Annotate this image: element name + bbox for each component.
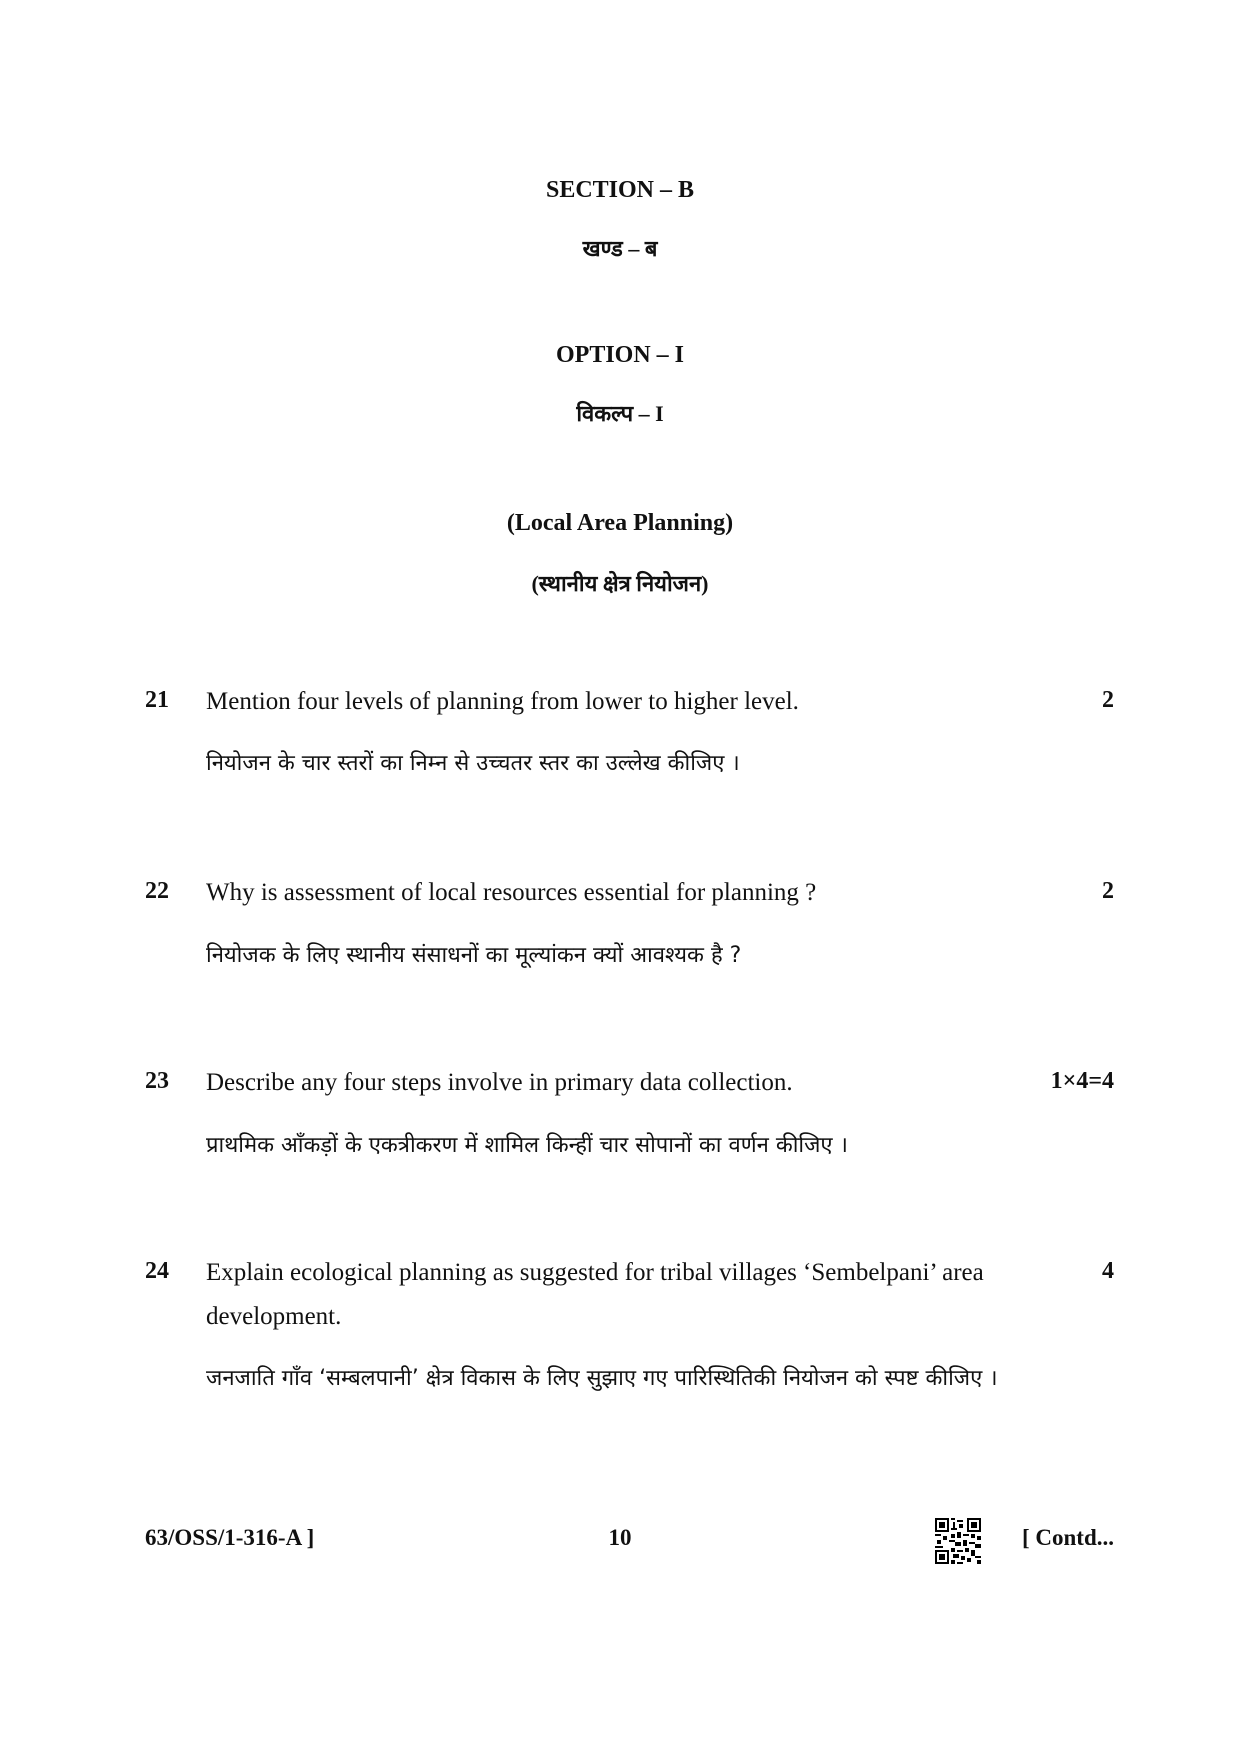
question-text-hindi: नियोजक के लिए स्थानीय संसाधनों का मूल्यांकन क्यों आवश्यक है ? [206, 943, 742, 968]
question-text-hindi: जनजाति गाँव ‘सम्बलपानी’ क्षेत्र विकास के लिए सुझाए गए पारिस्थितिकी नियोजन को स्पष्ट कीजिए । [206, 1366, 998, 1391]
page-number: 10 [608, 1525, 632, 1550]
question-text-hindi: प्राथमिक आँकड़ों के एकत्रीकरण में शामिल किन्हीं चार सोपानों का वर्णन कीजिए । [206, 1133, 848, 1158]
question-text: Describe any four steps involve in primary data collection. [206, 1069, 793, 1096]
question-text: Mention four levels of planning from lower to higher level. [206, 688, 799, 715]
question-number: 24 [145, 1258, 169, 1284]
question-text-hindi: नियोजन के चार स्तरों का निम्न से उच्चतर स्तर का उल्लेख कीजिए । [206, 751, 740, 776]
qr-code-icon [935, 1518, 981, 1564]
option-title-hindi: विकल्प – I [576, 401, 664, 426]
topic-title-hindi: (स्थानीय क्षेत्र नियोजन) [531, 571, 709, 596]
option-title: OPTION – I [555, 342, 684, 368]
paper-code: 63/OSS/1-316-A ] [145, 1525, 315, 1550]
question-marks: 4 [1102, 1258, 1114, 1284]
section-title-hindi: खण्ड – ब [582, 236, 658, 261]
continued-label: [ Contd... [1021, 1525, 1114, 1550]
question-number: 22 [145, 878, 169, 904]
question-marks: 2 [1102, 687, 1114, 713]
section-title: SECTION – B [545, 177, 695, 203]
question-marks: 2 [1102, 878, 1114, 904]
question-marks: 1×4=4 [1050, 1068, 1114, 1094]
question-text: Explain ecological planning as suggested for tribal villages ‘Sembelpani’ area development. [206, 1259, 984, 1330]
question-number: 23 [145, 1068, 169, 1094]
topic-title: (Local Area Planning) [506, 510, 734, 536]
question-number: 21 [145, 687, 169, 713]
question-text: Why is assessment of local resources essential for planning ? [206, 879, 817, 906]
